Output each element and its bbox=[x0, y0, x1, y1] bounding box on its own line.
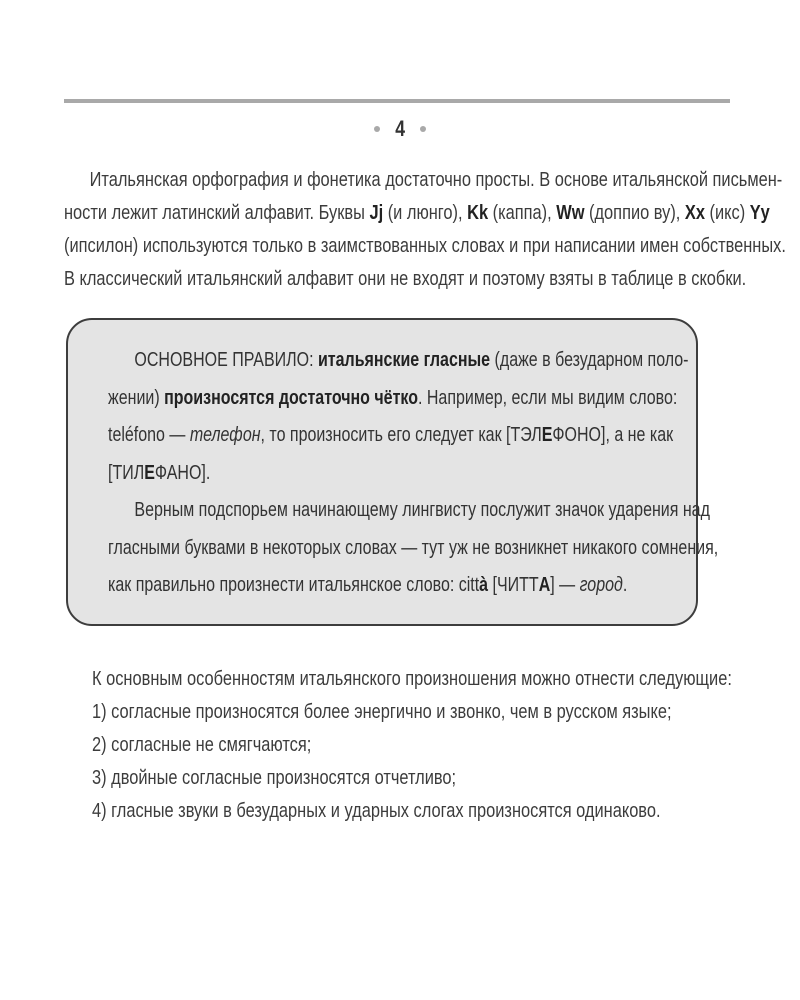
right-dot-ornament bbox=[420, 126, 426, 132]
rule-line-6: гласными буквами в некоторых словах — тут уж не возникнет никакого сомнения, bbox=[108, 536, 719, 559]
rule-box-text bbox=[108, 342, 719, 605]
page-number-row bbox=[0, 116, 800, 142]
feature-item-3: 3) двойные согласные произносятся отчетливо; bbox=[92, 766, 457, 789]
intro-line-3: (ипсилон) используются только в заимствованных словах и при написании имен собственных. bbox=[64, 234, 786, 257]
page-number: 4 bbox=[395, 116, 405, 141]
rule-line-3: teléfono — телефон, то произносить его следует как [ТЭЛЕФОНО], а не как bbox=[108, 424, 674, 446]
rule-line-2: жении) произносятся достаточно чётко. Например, если мы видим слово: bbox=[108, 386, 678, 409]
letter-ww: Ww bbox=[556, 201, 585, 224]
header-rule bbox=[64, 99, 730, 103]
feature-item-2: 2) согласные не смягчаются; bbox=[92, 733, 312, 756]
intro-line-1: Итальянская орфография и фонетика достаточно просты. В основе итальянской письмен- bbox=[89, 168, 783, 191]
letter-yy: Yy bbox=[749, 201, 770, 224]
intro-line-4: В классический итальянский алфавит они не входят и поэтому взяты в таблице в скобки. bbox=[64, 267, 747, 290]
feature-item-1: 1) согласные произносятся более энергично и звонко, чем в русском языке; bbox=[92, 700, 672, 723]
rule-line-7: как правильно произнести итальянское слово: città [ЧИТТА] — город. bbox=[108, 574, 628, 596]
pronunciation-features bbox=[92, 662, 732, 827]
rule-line-4: [ТИЛЕФАНО]. bbox=[108, 461, 211, 484]
features-lead: К основным особенностям итальянского произношения можно отнести следующие: bbox=[92, 667, 732, 690]
letter-kk: Kk bbox=[467, 201, 489, 224]
intro-paragraph bbox=[64, 163, 786, 295]
feature-item-4: 4) гласные звуки в безударных и ударных слогах произносятся одинаково. bbox=[92, 799, 661, 822]
letter-xx: Xx bbox=[684, 201, 705, 224]
left-dot-ornament bbox=[374, 126, 380, 132]
letter-jj: Jj bbox=[369, 201, 384, 224]
intro-line-2: ности лежит латинский алфавит. Буквы Jj (и люнго), Kk (каппа), Ww (доппио ву), Xx (икс) Yy bbox=[64, 201, 770, 224]
rule-line-1: ОСНОВНОЕ ПРАВИЛО: итальянские гласные (даже в безударном поло- bbox=[134, 349, 689, 371]
main-rule-box bbox=[66, 318, 719, 626]
rule-line-5: Верным подспорьем начинающему лингвисту послужит значок ударения над bbox=[134, 499, 710, 521]
